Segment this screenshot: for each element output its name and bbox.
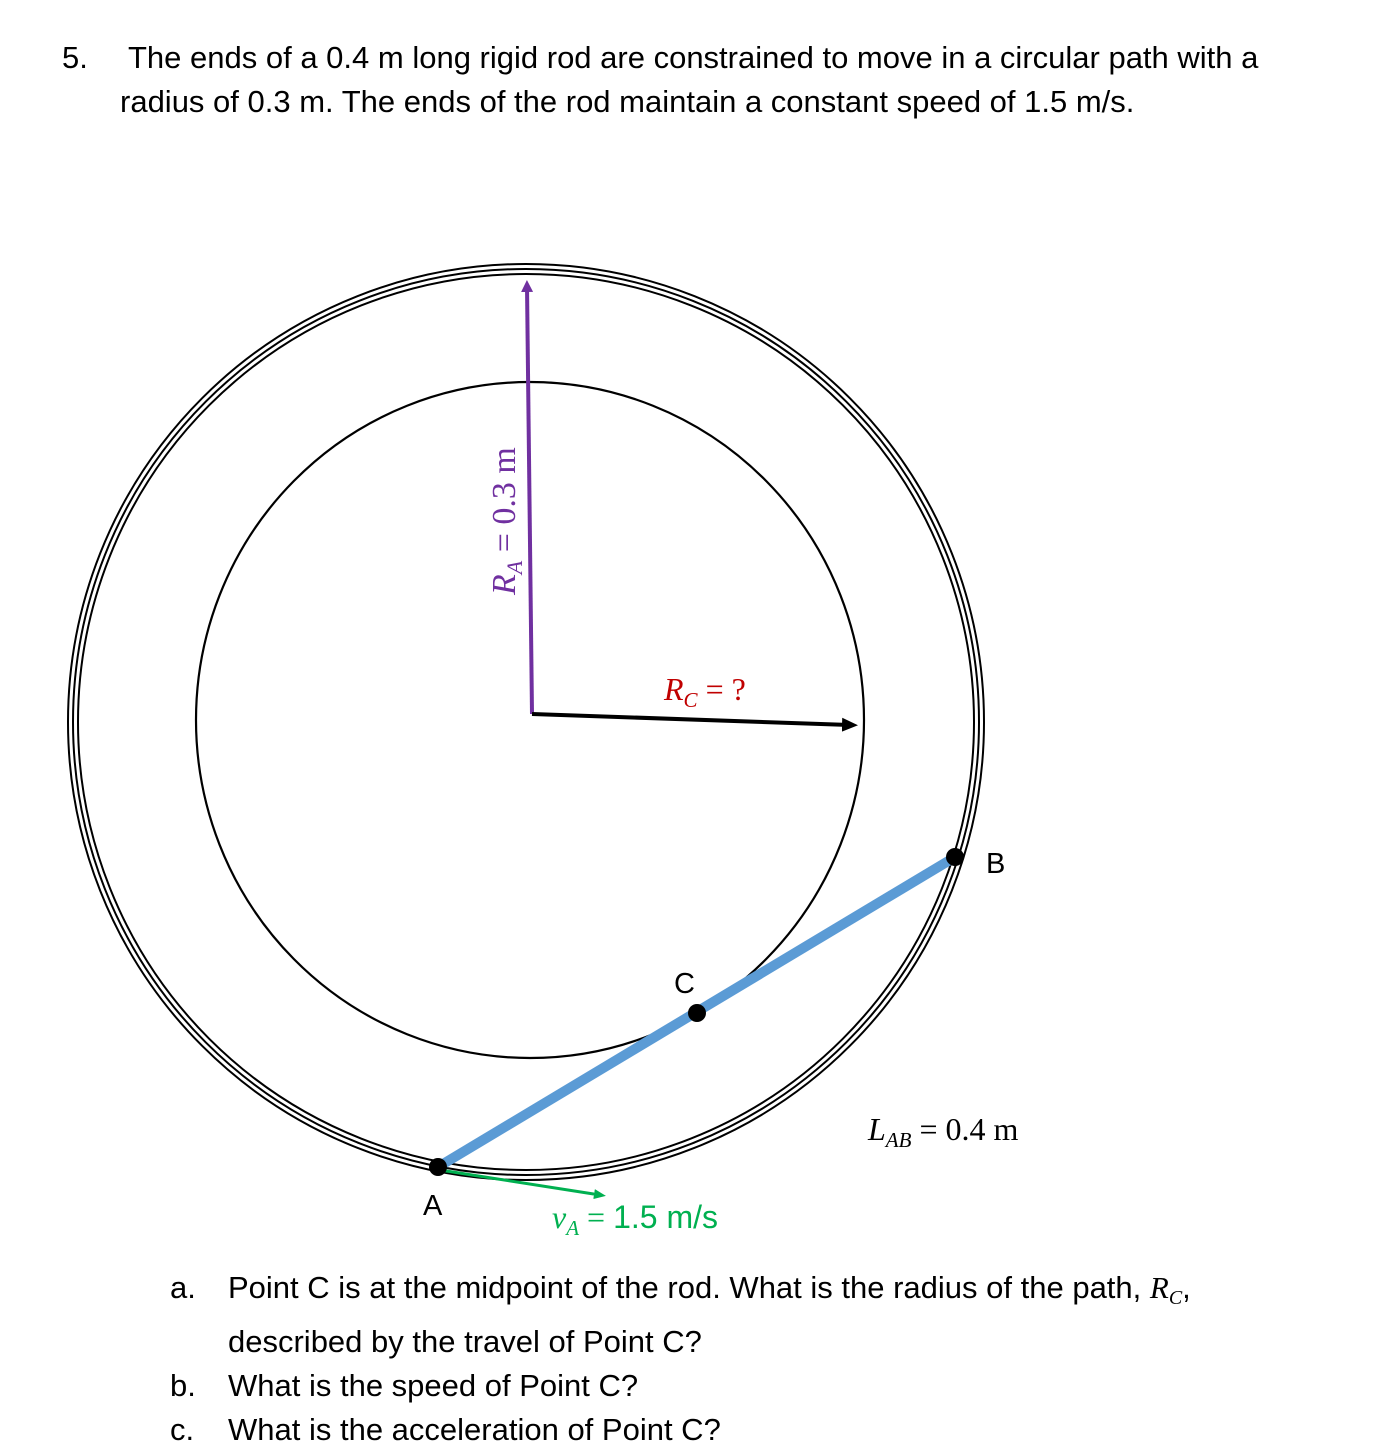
radius-c-arrow [532,714,850,725]
question-b [170,1364,1370,1408]
question-list [170,1266,1370,1452]
radius-a-label: $R_A = 0.3$ m [486,447,527,595]
question-b-letter: b. [170,1368,196,1403]
velocity-a-label: $v_A = 1.5$ m/s [552,1199,718,1240]
point-a-dot [429,1158,447,1176]
point-b-dot [946,848,964,866]
question-a-math: $R_C$ [1149,1270,1183,1309]
point-b-label: B [986,848,1006,880]
question-c-letter: c. [170,1412,195,1447]
point-c-label: C [674,968,695,1000]
radius-a-arrow [527,286,532,714]
statement-line-1: The ends of a 0.4 m long rigid rod are constrained to move in a circular path with a [128,40,1259,75]
question-a: a. Point C is at the midpoint of the rod. What is the radius of the path, $R_C$, described by the travel of Point C? [170,1266,1370,1364]
question-a-text: Point C is at the midpoint of the rod. What is the radius of the path, [228,1270,1150,1305]
radius-c-label: $R_C$ = ? [664,671,746,712]
problem-number: 5. [62,40,88,75]
question-b-text: What is the speed of Point C? [228,1368,639,1403]
question-c-text: What is the acceleration of Point C? [228,1412,721,1447]
rod-length-label: $L_{AB} = 0.4$ m [868,1111,1019,1152]
question-c [170,1408,1370,1452]
point-c-dot [688,1004,706,1022]
outer-circular-path [68,264,984,1180]
point-a-label: A [423,1190,443,1222]
question-a-text-line2: described by the travel of Point C? [228,1324,702,1359]
statement-line-2: radius of 0.3 m. The ends of the rod maintain a constant speed of 1.5 m/s. [120,84,1135,119]
velocity-a-arrow [440,1170,600,1195]
question-a-letter: a. [170,1270,196,1305]
